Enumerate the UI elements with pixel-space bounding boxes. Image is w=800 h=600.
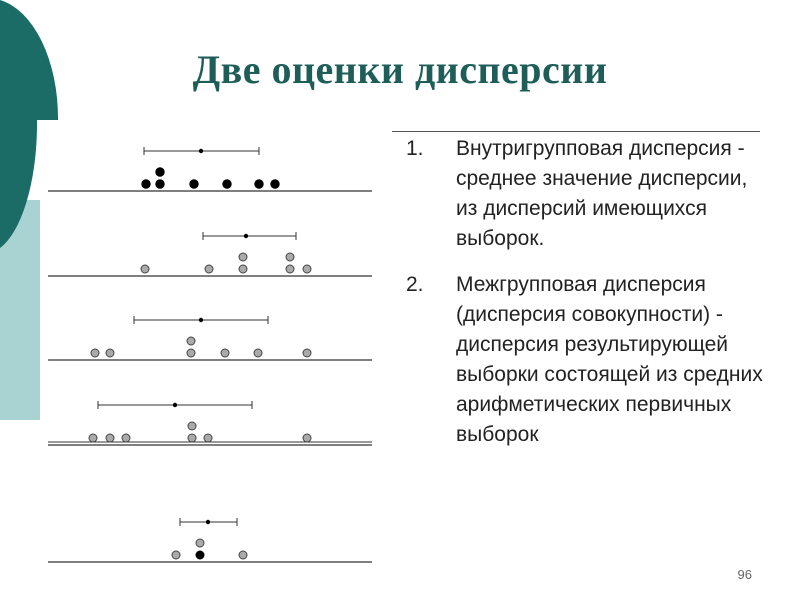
data-point — [190, 180, 198, 188]
data-point — [187, 337, 195, 345]
data-point — [223, 180, 231, 188]
data-point — [254, 349, 262, 357]
mean-marker — [199, 318, 203, 322]
list-divider — [392, 131, 760, 132]
data-point — [239, 551, 247, 559]
list-item — [400, 134, 770, 254]
list-item-number: 2. — [406, 273, 424, 296]
list-item-text: Межгрупповая дисперсия (дисперсия совокупности) - дисперсия результирующей выборки состоящей из средних арифметических первичных выборок — [456, 273, 763, 446]
data-point — [239, 253, 247, 261]
data-point — [239, 265, 247, 273]
data-point — [196, 551, 204, 559]
slide-title: Две оценки дисперсии — [192, 47, 608, 92]
mean-marker — [199, 149, 203, 153]
data-point — [286, 253, 294, 261]
data-point — [156, 168, 164, 176]
data-point — [188, 434, 196, 442]
data-point — [106, 349, 114, 357]
data-point — [91, 349, 99, 357]
data-point — [196, 539, 204, 547]
data-point — [303, 265, 311, 273]
data-point — [188, 422, 196, 430]
data-point — [122, 434, 130, 442]
data-point — [303, 349, 311, 357]
data-point — [172, 551, 180, 559]
dispersion-samples-diagram — [40, 130, 380, 580]
data-point — [286, 265, 294, 273]
page-number: 96 — [737, 567, 752, 582]
mean-marker — [244, 234, 248, 238]
mean-marker — [206, 520, 210, 524]
dispersion-figure — [40, 130, 380, 585]
data-point — [303, 434, 311, 442]
data-point — [187, 349, 195, 357]
data-point — [106, 434, 114, 442]
list-item-text: Внутригрупповая дисперсия - среднее значение дисперсии, из дисперсий имеющихся выборок. — [456, 137, 748, 250]
mean-marker — [173, 403, 177, 407]
list-item — [400, 270, 770, 450]
data-point — [204, 434, 212, 442]
list-item-number: 1. — [406, 137, 424, 160]
data-point — [205, 265, 213, 273]
data-point — [142, 180, 150, 188]
data-point — [89, 434, 97, 442]
data-point — [255, 180, 263, 188]
data-point — [221, 349, 229, 357]
definitions-list — [400, 134, 770, 466]
data-point — [141, 265, 149, 273]
data-point — [271, 180, 279, 188]
data-point — [156, 180, 164, 188]
